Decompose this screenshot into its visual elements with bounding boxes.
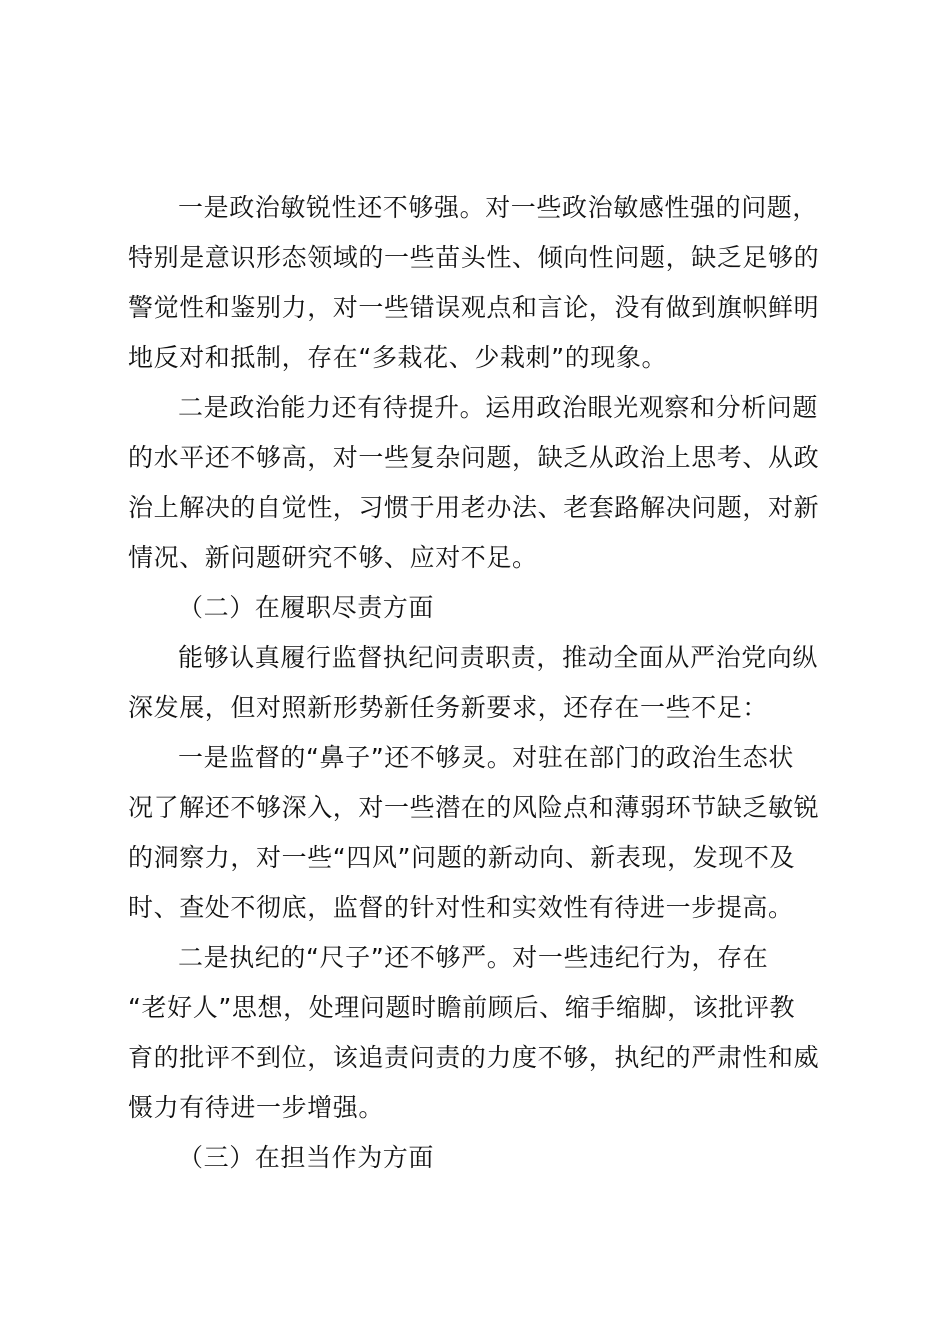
paragraph-political-capability-line-1: 二是政治能力还有待提升。运用政治眼光观察和分析问题: [178, 393, 819, 422]
paragraph-political-sensitivity-line-2: 特别是意识形态领域的一些苗头性、倾向性问题，缺乏足够的: [128, 243, 820, 272]
section-heading-duty-performance: （二）在履职尽责方面: [178, 593, 435, 622]
paragraph-discipline-line-3: 育的批评不到位，该追责问责的力度不够，执纪的严肃性和威: [128, 1043, 820, 1072]
paragraph-supervision-line-3: 的洞察力，对一些“四风”问题的新动向、新表现，发现不及: [128, 843, 796, 872]
document-body: [128, 183, 832, 1183]
paragraph-political-sensitivity-line-4: 地反对和抵制，存在“多栽花、少栽刺”的现象。: [128, 343, 668, 372]
paragraph-political-sensitivity-line-3: 警觉性和鉴别力，对一些错误观点和言论，没有做到旗帜鲜明: [128, 293, 820, 322]
paragraph-political-capability-line-4: 情况、新问题研究不够、应对不足。: [128, 543, 538, 572]
paragraph-discipline-line-4: 慑力有待进一步增强。: [128, 1093, 385, 1122]
paragraph-supervision-line-1: 一是监督的“鼻子”还不够灵。对驻在部门的政治生态状: [178, 743, 794, 772]
paragraph-discipline-line-1: 二是执纪的“尺子”还不够严。对一些违纪行为，存在: [178, 943, 769, 972]
paragraph-political-capability-line-2: 的水平还不够高，对一些复杂问题，缺乏从政治上思考、从政: [128, 443, 820, 472]
paragraph-political-capability-line-3: 治上解决的自觉性，习惯于用老办法、老套路解决问题，对新: [128, 493, 820, 522]
paragraph-supervision-line-4: 时、查处不彻底，监督的针对性和实效性有待进一步提高。: [128, 893, 794, 922]
paragraph-duty-intro-line-2: 深发展，但对照新形势新任务新要求，还存在一些不足：: [128, 693, 769, 722]
paragraph-political-sensitivity-line-1: 一是政治敏锐性还不够强。对一些政治敏感性强的问题，: [178, 193, 819, 222]
paragraph-supervision-line-2: 况了解还不够深入，对一些潜在的风险点和薄弱环节缺乏敏锐: [128, 793, 820, 822]
paragraph-discipline-line-2: “老好人”思想，处理问题时瞻前顾后、缩手缩脚，该批评教: [128, 993, 796, 1022]
paragraph-duty-intro-line-1: 能够认真履行监督执纪问责职责，推动全面从严治党向纵: [178, 643, 819, 672]
section-heading-responsibility: （三）在担当作为方面: [178, 1143, 435, 1172]
